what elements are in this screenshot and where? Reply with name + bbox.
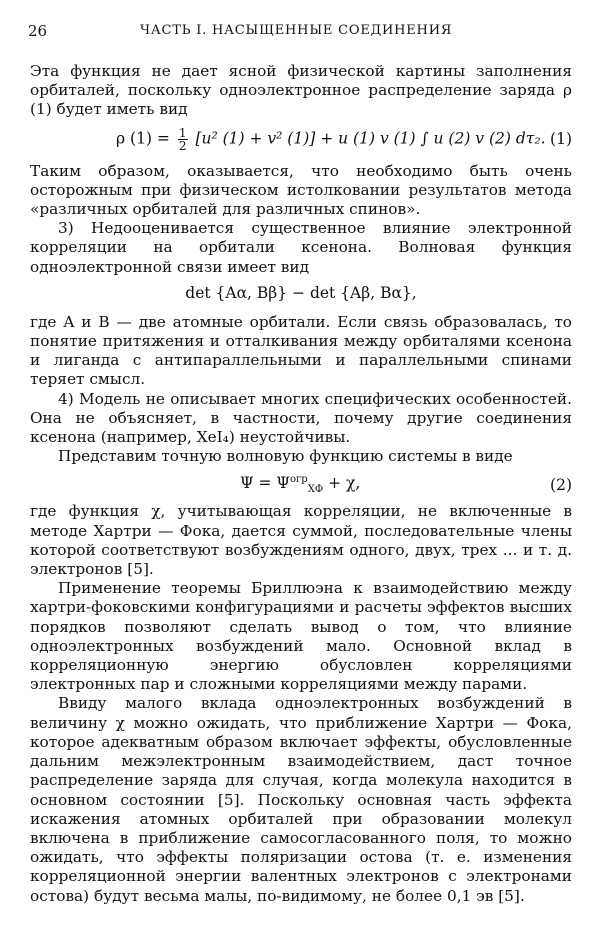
equation-2	[30, 281, 572, 309]
equation-3-tail: + χ,	[323, 474, 361, 493]
equation-3-superscript: огр	[290, 474, 308, 486]
paragraph-8: Применение теоремы Бриллюэна к взаимодействию между хартри-фоковскими конфигурациями и расчеты эффектов высших порядков позволяют сделать вывод о том, что влияние одноэлектронных возбуждений мало. Основной вклад в корреляционную энергию обусловлен корреляциями электронных пар и сложными корреляциями между парами.	[30, 579, 572, 694]
page-number: 26	[28, 22, 48, 40]
equation-1-rhs: [u² (1) + v² (1)] + u (1) v (1) ∫ u (2) v (2) dτ₂.	[195, 129, 546, 148]
paragraph-6: Представим точную волновую функцию системы в виде	[58, 447, 513, 466]
equation-1-number: (1)	[550, 129, 572, 148]
paragraph-3: 3) Недооценивается существенное влияние электронной корреляции на орбитали ксенона. Волновая функция одноэлектронной связи имеет вид	[30, 219, 572, 276]
paragraph-1: Эта функция не дает ясной физической картины заполнения орбиталей, поскольку одноэлектронное распределение заряда ρ (1) будет иметь вид	[30, 62, 572, 119]
equation-3-formula	[240, 474, 361, 496]
equation-2-formula: det {Aα, Bβ} − det {Aβ, Bα},	[185, 283, 417, 302]
paragraph-2: Таким образом, оказывается, что необходимо быть очень осторожным при физическом истолковании результатов метода «различных орбиталей для различных спинов».	[30, 161, 572, 219]
page-body	[30, 62, 572, 906]
paragraph-7: где функция χ, учитывающая корреляции, не включенные в методе Хартри — Фока, дается суммой, последовательные члены которой соответствуют возбуждениям одного, двух, трех ... и т. д. электронов [5].	[30, 502, 572, 579]
paragraph-9: Ввиду малого вклада одноэлектронных возбуждений в величину χ можно ожидать, что приближение Хартри — Фока, которое адекватным образом включает эффекты, обусловленные дальним межэлектронным взаимодействием, даст точное распределение заряда для случая, когда молекула находится в основном состоянии [5]. Поскольку основная часть эффекта искажения атомных орбиталей при образовании молекул включена в приближение самосогласованного поля, то можно ожидать, что эффекты поляризации остова (т. е. изменения корреляционной энергии валентных электронов с электронами остова) будут весьма малы, по-видимому, не более 0,1 эв [5].	[30, 694, 572, 905]
equation-3-subscript: ХФ	[307, 484, 324, 496]
paragraph-4: где A и B — две атомные орбитали. Если связь образовалась, то понятие притяжения и отталкивания между орбиталями ксенона и лиганда с антипараллельными и параллельными спинами теряет смысл.	[30, 312, 572, 389]
equation-1-formula	[116, 127, 546, 152]
fraction-denominator: 2	[178, 138, 187, 153]
equation-1	[30, 124, 572, 158]
equation-3-psi: Ψ = Ψ	[240, 474, 291, 493]
paragraph-5: 4) Модель не описывает многих специфических особенностей. Она не объясняет, в частности, почему другие соединения ксенона (например, XeI₄) неустойчивы.	[30, 389, 572, 447]
page-header	[28, 22, 570, 42]
equation-1-fraction	[178, 127, 188, 152]
running-title: ЧАСТЬ I. НАСЫЩЕННЫЕ СОЕДИНЕНИЯ	[140, 23, 453, 38]
equation-1-lhs: ρ (1) =	[116, 129, 170, 148]
fraction-numerator: 1	[178, 125, 187, 140]
equation-3-number: (2)	[550, 476, 572, 495]
equation-3	[30, 470, 572, 498]
